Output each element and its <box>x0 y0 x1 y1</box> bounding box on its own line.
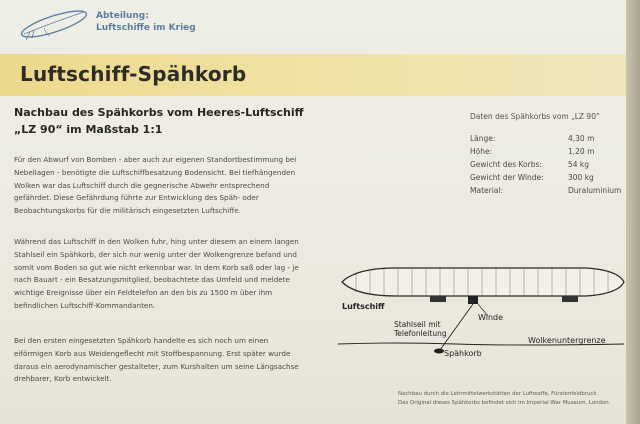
spec-row-winch-weight <box>470 173 610 182</box>
spec-value: Duraluminium <box>568 186 622 195</box>
credit-line1: Nachbau durch die Lehrmittelwerkstätten der Luftwaffe, Fürstenfeldbruck <box>398 391 597 397</box>
paragraph-line: Für den Abwurf von Bomben - aber auch zur eigenen Standortbestimmung bei <box>14 155 297 164</box>
spec-label: Höhe: <box>470 147 493 156</box>
paragraph-line: Während das Luftschiff in den Wolken fuhr, hing unter diesem an einem langen <box>14 237 299 246</box>
diagram-label-winch: Winde <box>478 313 504 322</box>
subtitle <box>14 104 344 138</box>
diagram-label-cloud: Wolkenuntergrenze <box>528 336 606 345</box>
spec-row-material <box>470 186 622 195</box>
paragraph-line: wichtige Ereignisse über ein Feldtelefon an den bis zu 1500 m über ihm <box>14 288 273 298</box>
spec-row-basket-weight <box>470 160 610 169</box>
spec-label: Gewicht der Winde: <box>470 173 544 182</box>
spec-value: 4,30 m <box>568 134 595 143</box>
page-title: Luftschiff-Spähkorb <box>20 62 247 86</box>
paragraph-line: drehbarer, Korb entwickelt. <box>14 374 112 384</box>
diagram-label-cable <box>394 320 447 338</box>
paragraph-1 <box>14 154 330 218</box>
paragraph-line: Nebellagen - benötigte die Luftschiffbesatzung Bodensicht. Bei tiefhängenden <box>14 167 296 177</box>
diagram-label-basket: Spähkorb <box>444 349 482 358</box>
airship-hull <box>342 268 624 296</box>
header <box>0 0 626 48</box>
paragraph-line: nach Bauart - ein Besatzungsmitglied, beobachtete das Umfeld und meldete <box>14 275 290 285</box>
spec-value: 54 kg <box>568 160 590 169</box>
paragraph-line: somit vom Boden so gut wie nicht erkennbar war. In dem Korb saß oder lag - je <box>14 262 299 272</box>
department-label <box>96 10 196 34</box>
diagram-label-airship: Luftschiff <box>342 302 385 311</box>
airship-logo-icon <box>14 6 90 46</box>
paragraph-line: gefährdet. Diese Gefährdung führte zur Entwicklung des Späh- oder <box>14 193 259 203</box>
paragraph-3 <box>14 335 330 386</box>
department-line2: Luftschiffe im Krieg <box>96 23 196 33</box>
spec-row-height <box>470 147 610 156</box>
paragraph-2 <box>14 236 330 313</box>
subtitle-line1: Nachbau des Spähkorbs vom Heeres-Luftschiff <box>14 106 304 119</box>
paragraph-line: Wolken war das Luftschiff durch die gegnerische Abwehr entsprechend <box>14 180 270 190</box>
spec-label: Gewicht des Korbs: <box>470 160 542 169</box>
paragraph-line: daraus ein aerodynamischer gestalteter, zum Kurshalten um seine Längsachse <box>14 361 299 371</box>
spec-label: Material: <box>470 186 503 195</box>
paragraph-line: Beobachtungskorbs für die militärisch eingesetzten Luftschiffe. <box>14 206 241 216</box>
gondola <box>430 296 446 302</box>
winch-housing <box>468 296 478 304</box>
gondola <box>562 296 578 302</box>
spec-label: Länge: <box>470 134 496 143</box>
paragraph-line: befindlichen Luftschiff-Kommandanten. <box>14 300 156 310</box>
basket-shape <box>434 349 444 354</box>
department-line1: Abteilung: <box>96 11 149 21</box>
spec-value: 1,20 m <box>568 147 595 156</box>
cable-label-line1: Stahlseil mit <box>394 320 441 329</box>
cable-label-line2: Telefonleitung <box>394 329 447 338</box>
paragraph-line: Bei den ersten eingesetzten Spähkorb handelte es sich noch um einen <box>14 336 269 345</box>
board-frame <box>626 0 640 424</box>
spec-value: 300 kg <box>568 173 594 182</box>
paragraph-line: eiförmigen Korb aus Weidengeflecht mit Stoffbespannung. Erst später wurde <box>14 348 291 358</box>
paragraph-line: Stahlseil ein Spähkorb, der sich nur wenig unter der Wolkengrenze befand und <box>14 249 297 259</box>
subtitle-line2: „LZ 90“ im Maßstab 1:1 <box>14 123 163 136</box>
specs-heading: Daten des Spähkorbs vom „LZ 90“ <box>470 112 600 121</box>
spec-row-length <box>470 134 610 143</box>
credit-line2: Das Original dieses Spähkorbs befindet sich im Imperial War Museum, London. <box>398 400 611 406</box>
